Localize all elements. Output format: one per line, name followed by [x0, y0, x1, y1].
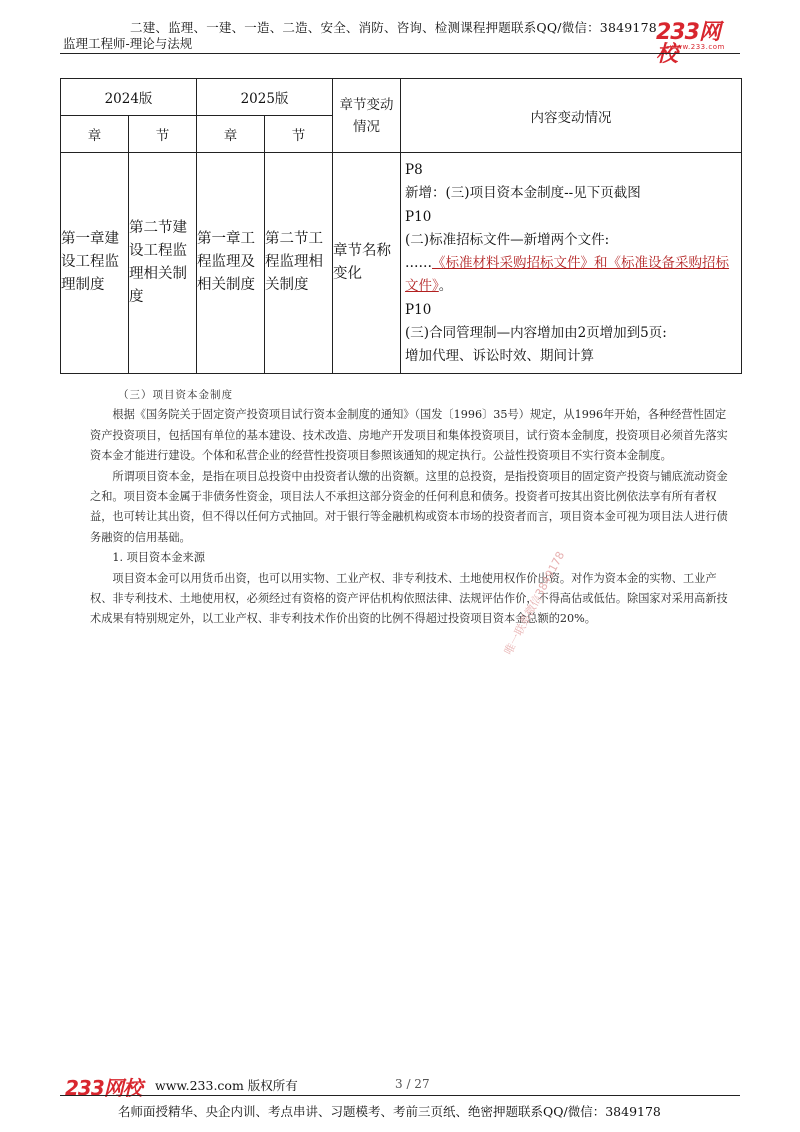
cell-2025-chapter: 第一章工程监理及相关制度 — [197, 153, 265, 374]
excerpt-paragraph: 根据《国务院关于固定资产投资项目试行资本金制度的通知》（国发〔1996〕35号）规定，从1996年开始，各种经营性固定资产投资项目，包括国有单位的基本建设、技术改造、房地产开发项目和集体投资项目，试行资本金制度，投资项目必须首先落实资本金才能进行建设。个体和私营企业的经营性投资项目参照该通知的规定执行。公益性投资项目不实行资本金制度。 — [90, 408, 728, 463]
page-number: 3 / 27 — [395, 1077, 430, 1091]
footer-divider — [60, 1095, 740, 1096]
content-line: 新增：(三)项目资本金制度--见下页截图 — [405, 185, 641, 202]
footer-copyright: www.233.com 版权所有 — [155, 1078, 298, 1093]
watermark: 唯一联系微信3849178 — [501, 549, 568, 658]
content-line — [405, 252, 737, 299]
content-period: 。 — [438, 278, 453, 295]
excerpt-screenshot — [90, 385, 730, 630]
excerpt-paragraph: 项目资本金可以用货币出资，也可以用实物、工业产权、非专利技术、土地使用权作价出资。对作为资本金的实物、工业产权、非专利技术、土地使用权，必须经过有资格的资产评估机构依照法律、法规评估作价，不得高估或低估。除国家对采用高新技术成果有特别规定外，以工业产权、非专利技术作价出资的比例不得超过投资项目资本金总额的20%。 — [90, 571, 728, 626]
footer-bottom-line: 名师面授精华、央企内训、考点串讲、习题模考、考前三页纸、绝密押题联系QQ/微信：3849178 — [118, 1104, 661, 1119]
content-ellipsis: …… — [405, 255, 433, 272]
header-subtitle: 监理工程师-理论与法规 — [63, 36, 193, 51]
content-line: P8 — [405, 162, 423, 178]
header-2025-section: 节 — [265, 116, 333, 153]
header-2024-section: 节 — [129, 116, 197, 153]
header-top-line: 二建、监理、一建、一造、二造、安全、消防、咨询、检测课程押题联系QQ/微信：3849178 — [130, 20, 657, 35]
cell-content — [401, 153, 742, 374]
header-logo-url: www.233.com — [670, 43, 725, 51]
content-line: 增加代理、诉讼时效、期间计算 — [405, 348, 595, 365]
content-line: (二)标准招标文件—新增两个文件: — [405, 231, 610, 248]
header-logo-text: 233网校 — [656, 20, 720, 67]
excerpt-title: （三）项目资本金制度 — [118, 389, 233, 401]
cell-2025-section: 第二节工程监理相关制度 — [265, 153, 333, 374]
content-line: P10 — [405, 301, 432, 318]
highlighted-documents: 《标准材料采购招标文件》和《标准设备采购招标文件》 — [405, 255, 730, 295]
cell-change: 章节名称变化 — [333, 153, 401, 374]
header-2024-chapter: 章 — [61, 116, 129, 153]
cell-2024-section: 第二节建设工程监理相关制度 — [129, 153, 197, 374]
excerpt-heading: 1. 项目资本金来源 — [112, 551, 205, 565]
header-chapter-change: 章节变动情况 — [333, 79, 401, 153]
change-table — [60, 78, 742, 374]
footer-logo: 233网校 — [65, 1076, 142, 1100]
header-2025: 2025版 — [197, 79, 333, 116]
header-2025-chapter: 章 — [197, 116, 265, 153]
cell-2024-chapter: 第一章建设工程监理制度 — [61, 153, 129, 374]
content-line: (三)合同管理制—内容增加由2页增加到5页: — [405, 325, 667, 342]
excerpt-paragraph: 所谓项目资本金，是指在项目总投资中由投资者认缴的出资额。这里的总投资，是指投资项目的固定资产投资与铺底流动资金之和。项目资本金属于非债务性资金，项目法人不承担这部分资金的任何利息和债务。投资者可按其出资比例依法享有所有者权益，也可转让其出资，但不得以任何方式抽回。对于银行等金融机构或资本市场的投资者而言，项目资本金可视为项目法人进行债务融资的信用基础。 — [90, 469, 728, 544]
header-2024: 2024版 — [61, 79, 197, 116]
header-logo — [656, 20, 736, 67]
header-divider — [60, 53, 740, 54]
content-line: P10 — [405, 208, 432, 225]
header-content-change: 内容变动情况 — [401, 79, 742, 153]
